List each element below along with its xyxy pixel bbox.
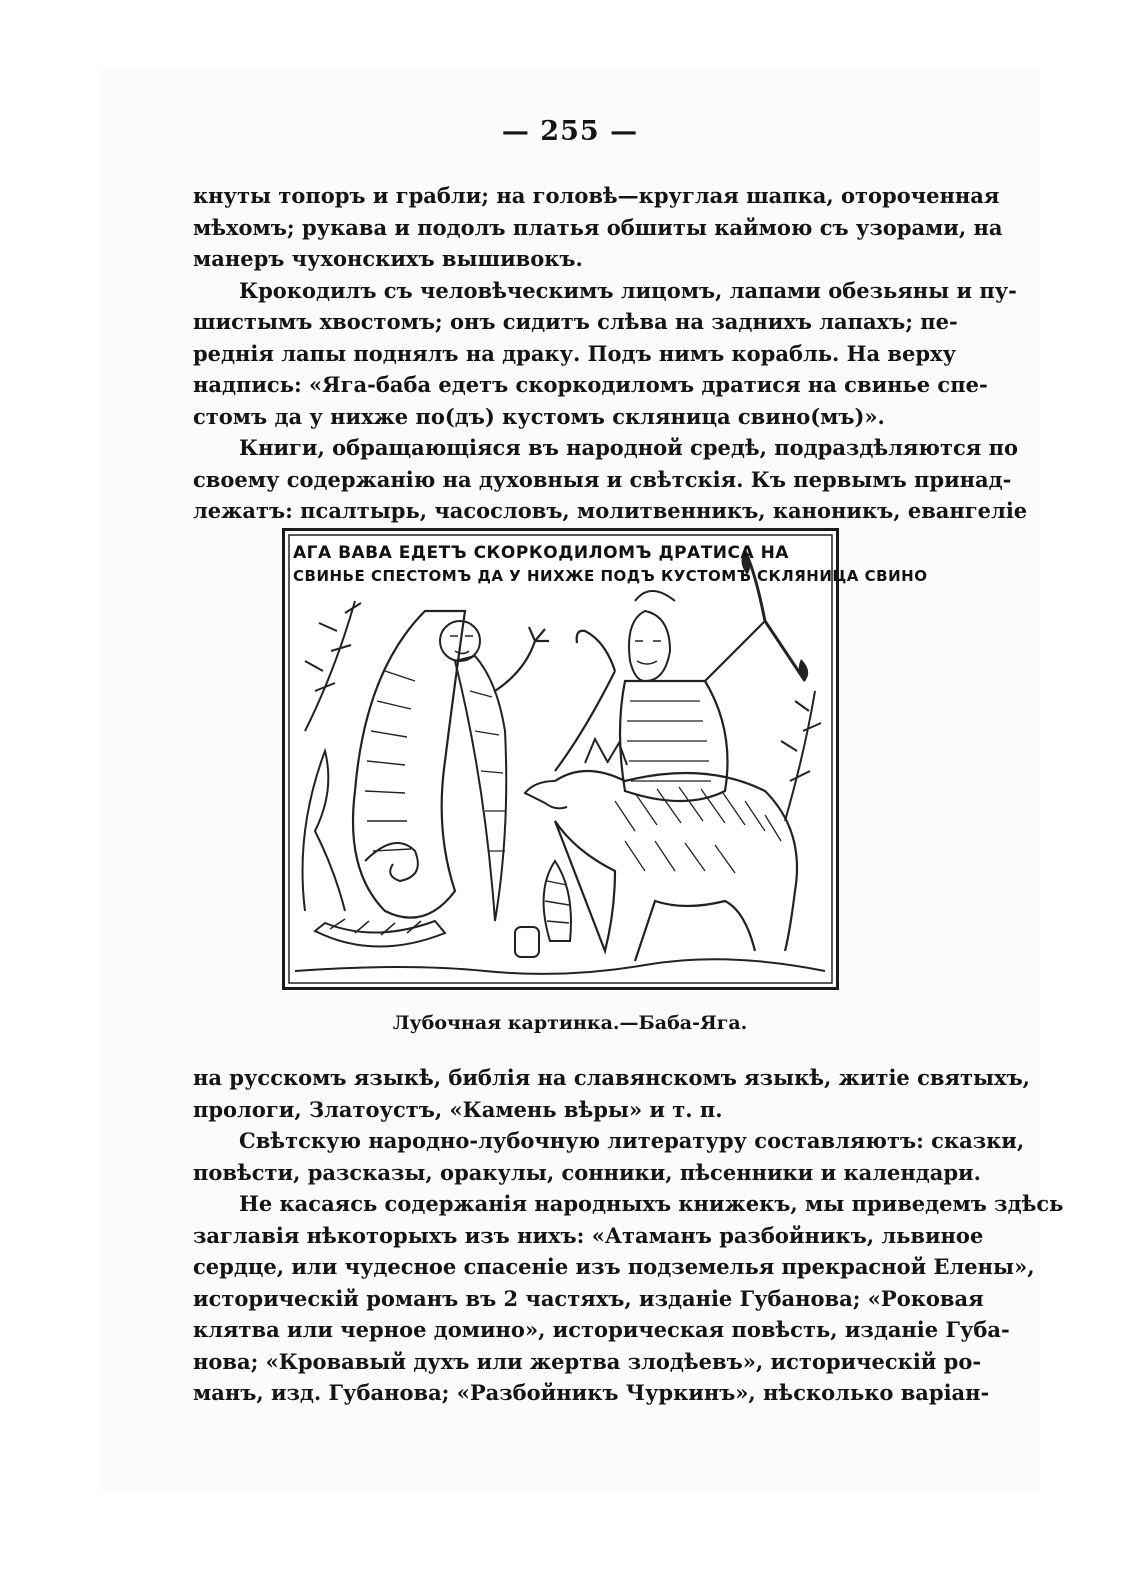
figure-caption: Лубочная картинка.—Баба-Яга. <box>392 1012 748 1034</box>
center-bush-hatching <box>545 881 569 923</box>
inner-frame <box>289 535 928 983</box>
text-line: стомъ да у нихже по(дъ) кустомъ скляница свино(мъ)». <box>193 403 885 429</box>
page-number: — 255 — <box>501 116 639 147</box>
boat-shape <box>315 921 445 947</box>
text-line: Книги, обращающіяся въ народной средѣ, подраздѣляются по <box>239 435 1018 460</box>
baba-yaga-cap <box>635 591 675 601</box>
baba-yaga-arm <box>705 621 765 681</box>
text-line: Свѣтскую народно-лубочную литературу составляютъ: сказки, <box>239 1128 1025 1153</box>
text-line: Не касаясь содержанія народныхъ книжекъ, мы приведемъ здѣсь <box>239 1191 1064 1216</box>
text-line: прологи, Златоустъ, «Камень вѣры» и т. п. <box>193 1096 723 1122</box>
text-line: манъ, изд. Губанова; «Разбойникъ Чуркинъ», нѣсколько варіан- <box>193 1380 990 1405</box>
text-line: Крокодилъ съ человѣческимъ лицомъ, лапами обезьяны и пу- <box>239 277 1017 303</box>
text-line: лежатъ: псалтырь, часословъ, молитвенникъ, каноникъ, евангеліе <box>193 498 1028 523</box>
beard-hatching <box>470 691 505 851</box>
text-line: надпись: «Яга-баба едетъ скоркодиломъ дратися на свинье спе- <box>193 372 988 397</box>
crocodile-tail <box>303 751 346 911</box>
text-line: своему содержанію на духовныя и свѣтскія. Къ первымъ принад- <box>193 466 1012 492</box>
text-line: заглавія нѣкоторыхъ изъ нихъ: «Атаманъ разбойникъ, львиное <box>193 1222 984 1248</box>
lubok-drawing <box>285 531 928 987</box>
text-line: сердце, или чудесное спасеніе изъ подземелья прекрасной Елены», <box>193 1254 1035 1279</box>
text-block-top <box>193 180 1028 527</box>
right-plant <box>785 691 815 821</box>
illustration-inscription-line-2: СВИНЬЕ СПЕСТОМЪ ДА У НИХЖЕ ПОДЪ КУСТОМЪ СКЛЯНИЦА СВИНО <box>293 567 928 585</box>
crook <box>555 631 615 771</box>
text-line: мѣхомъ; рукава и подолъ платья обшиты каймою съ узорами, на <box>193 214 1003 240</box>
text-line: шистымъ хвостомъ; онъ сидитъ слѣва на заднихъ лапахъ; пе- <box>193 309 958 334</box>
text-line: нова; «Кровавый духъ или жертва злодѣевъ», историческій ро- <box>193 1348 982 1374</box>
text-block-bottom <box>193 1062 1064 1409</box>
text-line: повѣсти, разсказы, оракулы, сонники, пѣсенники и календари. <box>193 1159 981 1185</box>
crocodile-paw <box>495 627 549 691</box>
baba-yaga-face <box>635 641 661 664</box>
text-line: кнуты топоръ и грабли; на головѣ—круглая шапка, отороченная <box>193 183 1000 208</box>
pig-body <box>555 771 797 961</box>
crocodile-beard <box>455 656 506 921</box>
pig-snout <box>525 781 567 808</box>
lubok-illustration <box>282 528 928 990</box>
baba-yaga-head <box>629 611 670 681</box>
text-line: реднія лапы поднялъ на драку. Подъ нимъ корабль. На верху <box>193 340 957 366</box>
dress-hatching <box>627 701 711 781</box>
text-line: историческій романъ въ 2 частяхъ, изданіе Губанова; «Роковая <box>193 1285 984 1311</box>
text-line: манеръ чухонскихъ вышивокъ. <box>193 246 583 271</box>
text-line: на русскомъ языкѣ, библія на славянскомъ языкѣ, житіе святыхъ, <box>193 1065 1030 1090</box>
right-plant-leaves <box>781 701 821 781</box>
jar <box>515 927 539 957</box>
text-line: клятва или черное домино», историческая повѣсть, изданіе Губа- <box>193 1317 1010 1342</box>
left-branch-leaves <box>305 603 361 691</box>
ground-line <box>295 959 825 974</box>
illustration-inscription-line-1: АГА ВАВА ЕДЕТЪ СКОРКОДИЛОМЪ ДРАТИСА НА <box>293 543 789 563</box>
